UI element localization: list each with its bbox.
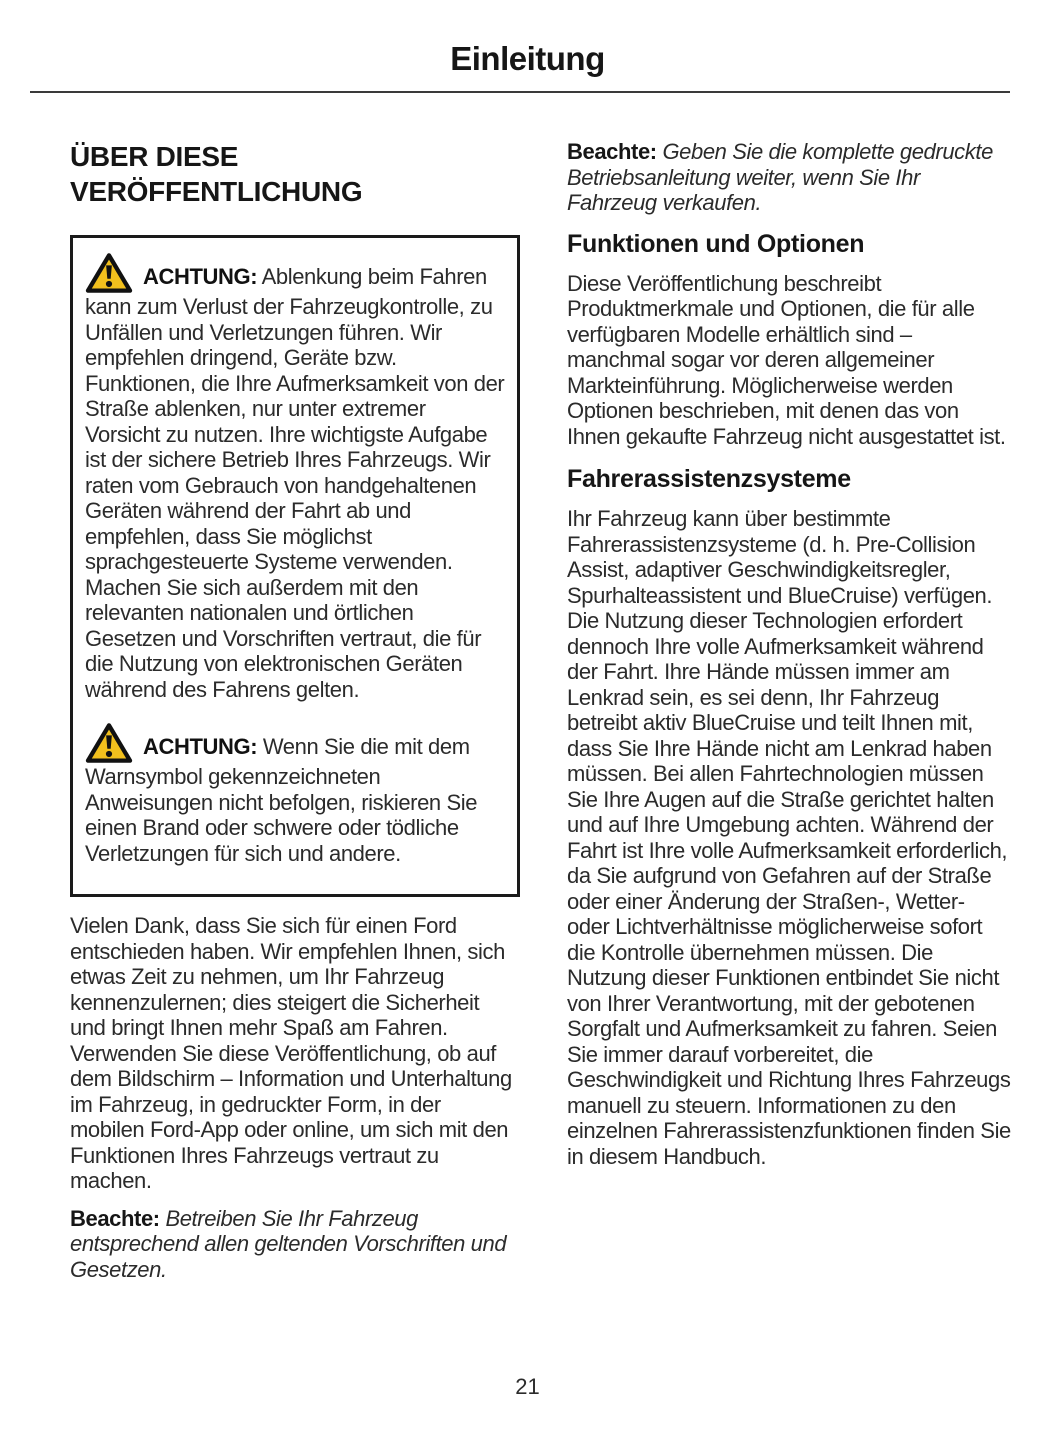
right-column — [567, 139, 1012, 1294]
page-content — [0, 93, 1055, 1294]
thanks-paragraph: Vielen Dank, dass Sie sich für einen Ford entschieden haben. Wir empfehlen Ihnen, sich etwas Zeit zu nehmen, um Ihr Fahrzeug kennenzulernen; dies steigert die Sicherheit und bringt Ihnen mehr Spaß am Fahren. Verwenden Sie diese Veröffentlichung, ob auf dem Bildschirm – Information und Unterhaltung im Fahrzeug, in gedruckter Form, in der mobilen Ford-App oder online, um sich mit den Funktionen Ihres Fahrzeugs vertraut zu machen. — [70, 913, 512, 1193]
warning-box — [70, 235, 520, 897]
page-header — [0, 0, 1055, 93]
section-heading-fahrerassistenzsysteme: Fahrerassistenzsysteme — [567, 465, 851, 493]
section-heading-funktionen-und-optionen: Funktionen und Optionen — [567, 229, 865, 258]
section-body-funktionen-und-optionen: Diese Veröffentlichung beschreibt Produktmerkmale und Optionen, die für alle verfügbaren Modelle erhältlich sind – manchmal sogar vor deren allgemeiner Markteinführung. Möglicherweise werden Optionen beschrieben, mit denen das von Ihnen gekaufte Fahrzeug nicht ausgestattet ist. — [567, 270, 1006, 449]
note-paragraph — [567, 139, 1012, 216]
page-number: 21 — [515, 1374, 540, 1399]
left-column — [70, 139, 520, 1294]
note-label: Beachte: — [70, 1205, 160, 1231]
note-text: Geben Sie die komplette gedruckte Betriebsanleitung weiter, wenn Sie Ihr Fahrzeug verkaufen. — [567, 139, 993, 215]
note-label: Beachte: — [567, 139, 657, 164]
page-title: Einleitung — [450, 40, 605, 77]
note-text: Betreiben Sie Ihr Fahrzeug entsprechend allen geltenden Vorschriften und Gesetzen. — [70, 1205, 507, 1282]
warning-paragraph — [85, 722, 505, 866]
warning-label: ACHTUNG: — [143, 264, 258, 289]
warning-text: Wenn Sie die mit dem Warnsymbol gekennzeichneten Anweisungen nicht befolgen, riskieren Sie einen Brand oder schwere oder tödliche Verletzungen für sich und andere. — [85, 734, 478, 866]
section-heading-ueber-diese-veroeffentlichung: ÜBER DIESE VERÖFFENTLICHUNG — [70, 141, 363, 207]
section-body-fahrerassistenzsysteme: Ihr Fahrzeug kann über bestimmte Fahrerassistenzsysteme (d. h. Pre-Collision Assist, adaptiver Geschwindigkeitsregler, Spurhalteassistent und BlueCruise) verfügen. Die Nutzung dieser Technologien erfordert dennoch Ihre volle Aufmerksamkeit während der Fahrt. Ihre Hände müssen immer am Lenkrad sein, es sei denn, Ihr Fahrzeug betreibt aktiv BlueCruise und teilt Ihnen mit, dass Sie Ihre Hände nicht am Lenkrad haben müssen. Bei allen Fahrtechnologien müssen Sie Ihre Augen auf die Straße gerichtet halten und auf Ihre Umgebung achten. Während der Fahrt ist Ihre volle Aufmerksamkeit erforderlich, da Sie aufgrund von Gefahren auf der Straße oder einer Änderung der Straßen-, Wetter- oder Lichtverhältnisse möglicherweise sofort die Kontrolle übernehmen müssen. Die Nutzung dieser Funktionen entbindet Sie nicht von Ihrer Verantwortung, mit der gebotenen Sorgfalt und Aufmerksamkeit zu fahren. Seien Sie immer darauf vorbereitet, die Geschwindigkeit und Richtung Ihres Fahrzeugs manuell zu steuern. Informationen zu den einzelnen Fahrerassistenzfunktionen finden Sie in diesem Handbuch. — [567, 506, 1011, 1169]
warning-paragraph — [85, 252, 505, 702]
warning-triangle-icon — [85, 252, 133, 294]
note-paragraph — [70, 1206, 520, 1283]
warning-text: Ablenkung beim Fahren kann zum Verlust der Fahrzeugkontrolle, zu Unfällen und Verletzungen führen. Wir empfehlen dringend, Geräte bzw. Funktionen, die Ihre Aufmerksamkeit von der Straße ablenken, nur unter extremer Vorsicht zu nutzen. Ihre wichtigste Aufgabe ist der sichere Betrieb Ihres Fahrzeugs. Wir raten vom Gebrauch von handgehaltenen Geräten während der Fahrt ab und empfehlen, dass Sie möglichst sprachgesteuerte Systeme verwenden. Machen Sie sich außerdem mit den relevanten nationalen und örtlichen Gesetzen und Vorschriften vertraut, die für die Nutzung von elektronischen Geräten während des Fahrens gelten. — [85, 264, 505, 702]
warning-triangle-icon — [85, 722, 133, 764]
warning-label: ACHTUNG: — [143, 734, 258, 759]
